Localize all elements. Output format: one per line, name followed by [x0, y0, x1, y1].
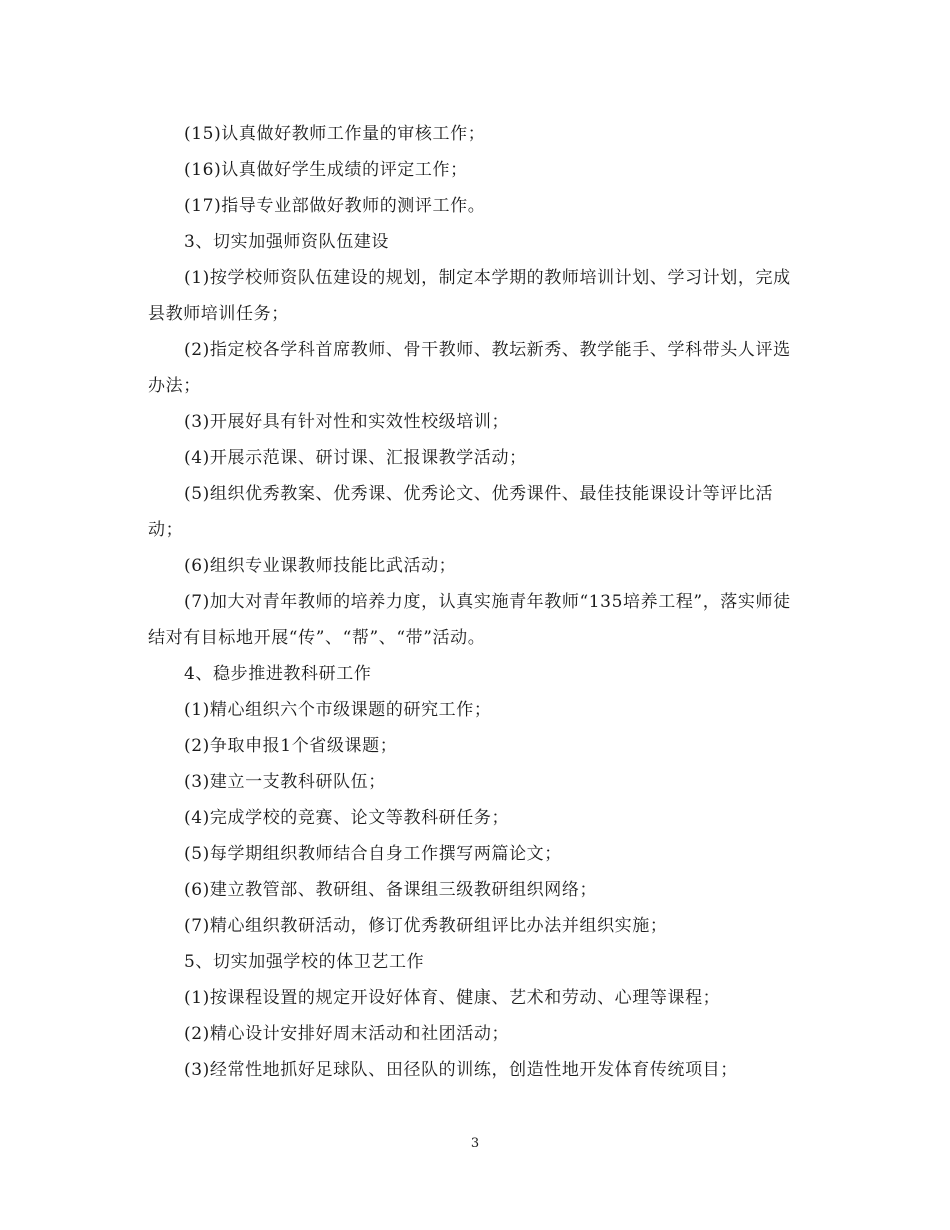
paragraph: (3)开展好具有针对性和实效性校级培训；: [184, 412, 510, 432]
paragraph: (3)建立一支教科研队伍；: [184, 772, 386, 792]
paragraph: (6)组织专业课教师技能比武活动；: [184, 556, 457, 576]
section-heading: 4、稳步推进教科研工作: [184, 664, 372, 684]
section-heading: 3、切实加强师资队伍建设: [184, 232, 390, 252]
paragraph: (16)认真做好学生成绩的评定工作；: [184, 160, 468, 180]
paragraph: (6)建立教管部、教研组、备课组三级教研组织网络；: [184, 880, 598, 900]
paragraph: (5)组织优秀教案、优秀课、优秀论文、优秀课件、最佳技能课设计等评比活动；: [148, 484, 774, 540]
paragraph: (4)开展示范课、研讨课、汇报课教学活动；: [184, 448, 527, 468]
paragraph: (5)每学期组织教师结合自身工作撰写两篇论文；: [184, 844, 562, 864]
paragraph: (4)完成学校的竞赛、论文等教科研任务；: [184, 808, 510, 828]
document-body: [148, 116, 808, 1088]
page-number: 3: [470, 1136, 480, 1151]
paragraph: (17)指导专业部做好教师的测评工作。: [184, 196, 486, 216]
paragraph: (1)精心组织六个市级课题的研究工作；: [184, 700, 492, 720]
paragraph: (7)加大对青年教师的培养力度，认真实施青年教师“135培养工程”，落实师徒结对有目标地开展“传”、“帮”、“带”活动。: [148, 592, 791, 648]
paragraph: (1)按课程设置的规定开设好体育、健康、艺术和劳动、心理等课程；: [184, 988, 721, 1008]
paragraph: (3)经常性地抓好足球队、田径队的训练，创造性地开发体育传统项目；: [184, 1060, 738, 1080]
paragraph: (1)按学校师资队伍建设的规划，制定本学期的教师培训计划、学习计划，完成县教师培训任务；: [148, 268, 791, 324]
paragraph: (2)争取申报1个省级课题；: [184, 736, 398, 756]
paragraph: (7)精心组织教研活动，修订优秀教研组评比办法并组织实施；: [184, 916, 668, 936]
paragraph: (15)认真做好教师工作量的审核工作；: [184, 124, 486, 144]
section-heading: 5、切实加强学校的体卫艺工作: [184, 952, 425, 972]
paragraph: (2)指定校各学科首席教师、骨干教师、教坛新秀、教学能手、学科带头人评选办法；: [148, 340, 791, 396]
paragraph: (2)精心设计安排好周末活动和社团活动；: [184, 1024, 510, 1044]
